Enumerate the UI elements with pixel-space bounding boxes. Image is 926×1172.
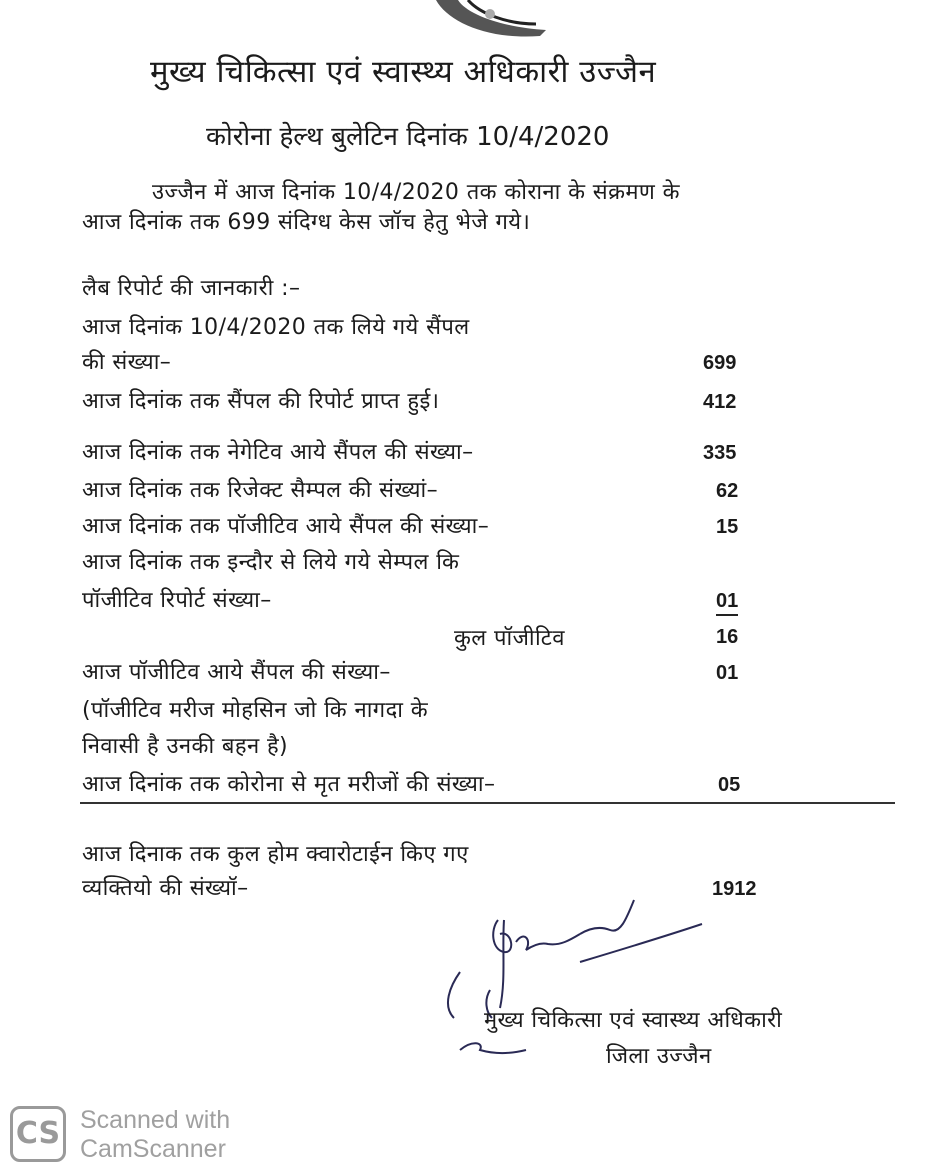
lab-row-value: 62: [716, 480, 739, 502]
document-title: मुख्य चिकित्सा एवं स्वास्थ्य अधिकारी उज्जैन: [150, 54, 657, 90]
lab-row-label: आज दिनांक तक इन्दौर से लिये गये सेम्पल कि: [82, 550, 460, 575]
lab-row-label: आज दिनांक तक रिजेक्ट सैम्पल की संख्यां–: [82, 478, 438, 503]
lab-row-value: 15: [716, 516, 739, 538]
intro-line-1: उज्जैन में आज दिनांक 10/4/2020 तक कोराना के संक्रमण के: [152, 180, 680, 205]
quarantine-line-2: व्यक्तियो की संख्यॉ–: [82, 876, 249, 901]
lab-row-label: आज पॉजीटिव आये सैंपल की संख्या–: [82, 660, 391, 685]
lab-row-value: 699: [703, 352, 737, 374]
lab-row-value: 412: [703, 391, 737, 413]
watermark-line-1: Scanned with: [80, 1106, 231, 1134]
lab-row-value: 01: [716, 590, 738, 616]
stamp-fragment: [428, 0, 548, 44]
lab-row-label: (पॉजीटिव मरीज मोहसिन जो कि नागदा के: [82, 698, 429, 723]
quarantine-value: 1912: [712, 878, 757, 900]
lab-row-label: की संख्या–: [82, 350, 172, 375]
lab-row-value: 335: [703, 442, 737, 464]
watermark-line-2: CamScanner: [80, 1135, 226, 1163]
signatory-district: जिला उज्जैन: [606, 1044, 712, 1069]
lab-row-label: आज दिनांक तक सैंपल की रिपोर्ट प्राप्त हुई।: [82, 389, 440, 414]
lab-row-label: निवासी है उनकी बहन है): [82, 734, 289, 759]
lab-row-value: 01: [716, 662, 739, 684]
total-positive-value: 16: [716, 626, 739, 648]
total-positive-label: कुल पॉजीटिव: [454, 626, 565, 651]
camscanner-logo-icon: CS: [10, 1106, 66, 1162]
lab-row-value: 05: [718, 774, 741, 796]
lab-row-label: पॉजीटिव रिपोर्ट संख्या–: [82, 588, 272, 613]
section-divider: [80, 802, 895, 804]
lab-row-label: आज दिनांक तक कोरोना से मृत मरीजों की संख्या–: [82, 772, 496, 797]
intro-line-2: आज दिनांक तक 699 संदिग्ध केस जॉच हेतु भेजे गये।: [82, 210, 531, 235]
quarantine-line-1: आज दिनाक तक कुल होम क्वारोटाईन किए गए: [82, 842, 469, 867]
lab-row-label: आज दिनांक 10/4/2020 तक लिये गये सैंपल: [82, 315, 470, 340]
lab-row-label: आज दिनांक तक पॉजीटिव आये सैंपल की संख्या–: [82, 514, 490, 539]
bulletin-subtitle: कोरोना हेल्थ बुलेटिन दिनांक 10/4/2020: [206, 122, 610, 152]
lab-heading: लैब रिपोर्ट की जानकारी :–: [82, 276, 301, 301]
signatory-designation: मुख्य चिकित्सा एवं स्वास्थ्य अधिकारी: [484, 1008, 783, 1033]
lab-row-label: आज दिनांक तक नेगेटिव आये सैंपल की संख्या–: [82, 440, 474, 465]
